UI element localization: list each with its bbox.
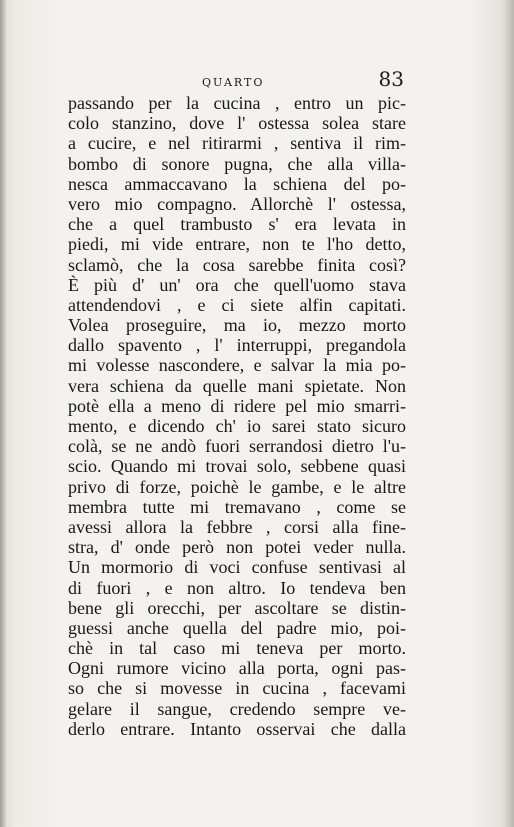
text-line: Ogni rumore vicino alla porta, ogni pas- (68, 658, 406, 679)
text-line: Un mormorio di voci confuse sentivasi al (68, 557, 406, 578)
text-line: sclamò, che la cosa sarebbe finita così? (68, 254, 406, 275)
text-line: derlo entrare. Intanto osservai che dalla (68, 718, 406, 739)
text-line: guessi anche quella del padre mio, poi- (68, 617, 406, 638)
text-line: stra, d' onde però non potei veder nulla. (68, 537, 406, 558)
text-line: scio. Quando mi trovai solo, sebbene quasi (68, 456, 406, 477)
text-line: gelare il sangue, credendo sempre ve- (68, 698, 406, 719)
text-line: nesca ammaccavano la schiena del po- (68, 173, 406, 194)
text-line: chè in tal caso mi teneva per morto. (68, 638, 406, 659)
text-line: potè ella a meno di ridere pel mio smarri- (68, 395, 406, 416)
text-line: piedi, mi vide entrare, non te l'ho detto, (68, 234, 406, 255)
text-line: bombo di sonore pugna, che alla villa- (68, 153, 406, 174)
text-line: È più d' un' ora che quell'uomo stava (68, 274, 406, 295)
page-edge-right (504, 0, 514, 827)
text-line: colo stanzino, dove l' ostessa solea stare (68, 113, 406, 134)
text-line: passando per la cucina , entro un pic- (68, 93, 406, 113)
running-head: QUARTO (202, 76, 265, 89)
text-line: dallo spavento , l' interruppi, pregandola (68, 335, 406, 356)
body-text (68, 93, 406, 739)
text-line: colà, se ne andò fuori serrandosi dietro l'u- (68, 436, 406, 457)
text-line: che a quel trambusto s' era levata in (68, 214, 406, 235)
text-line: attendendovi , e ci siete alfin capitati. (68, 294, 406, 315)
page-number: 83 (378, 67, 404, 91)
text-line: vera schiena da quelle mani spietate. Non (68, 375, 406, 396)
text-line: di fuori , e non altro. Io tendeva ben (68, 577, 406, 598)
text-line: avessi allora la febbre , corsi alla fine- (68, 516, 406, 537)
text-line: Volea proseguire, ma io, mezzo morto (68, 315, 406, 336)
text-line: mento, e dicendo ch' io sarei stato sicuro (68, 416, 406, 436)
text-line: a cucire, e nel ritirarmi , sentiva il rim- (68, 133, 406, 154)
text-line: mi volesse nascondere, e salvar la mia po- (68, 355, 406, 376)
text-line: membra tutte mi tremavano , come se (68, 496, 406, 517)
page-edge-left (0, 0, 6, 827)
text-line: bene gli orecchi, per ascoltare se distin- (68, 597, 406, 618)
text-line: vero mio compagno. Allorchè l' ostessa, (68, 193, 406, 214)
text-line: so che si movesse in cucina , facevami (68, 678, 406, 699)
text-line: privo di forze, poichè le gambe, e le altre (68, 476, 406, 497)
